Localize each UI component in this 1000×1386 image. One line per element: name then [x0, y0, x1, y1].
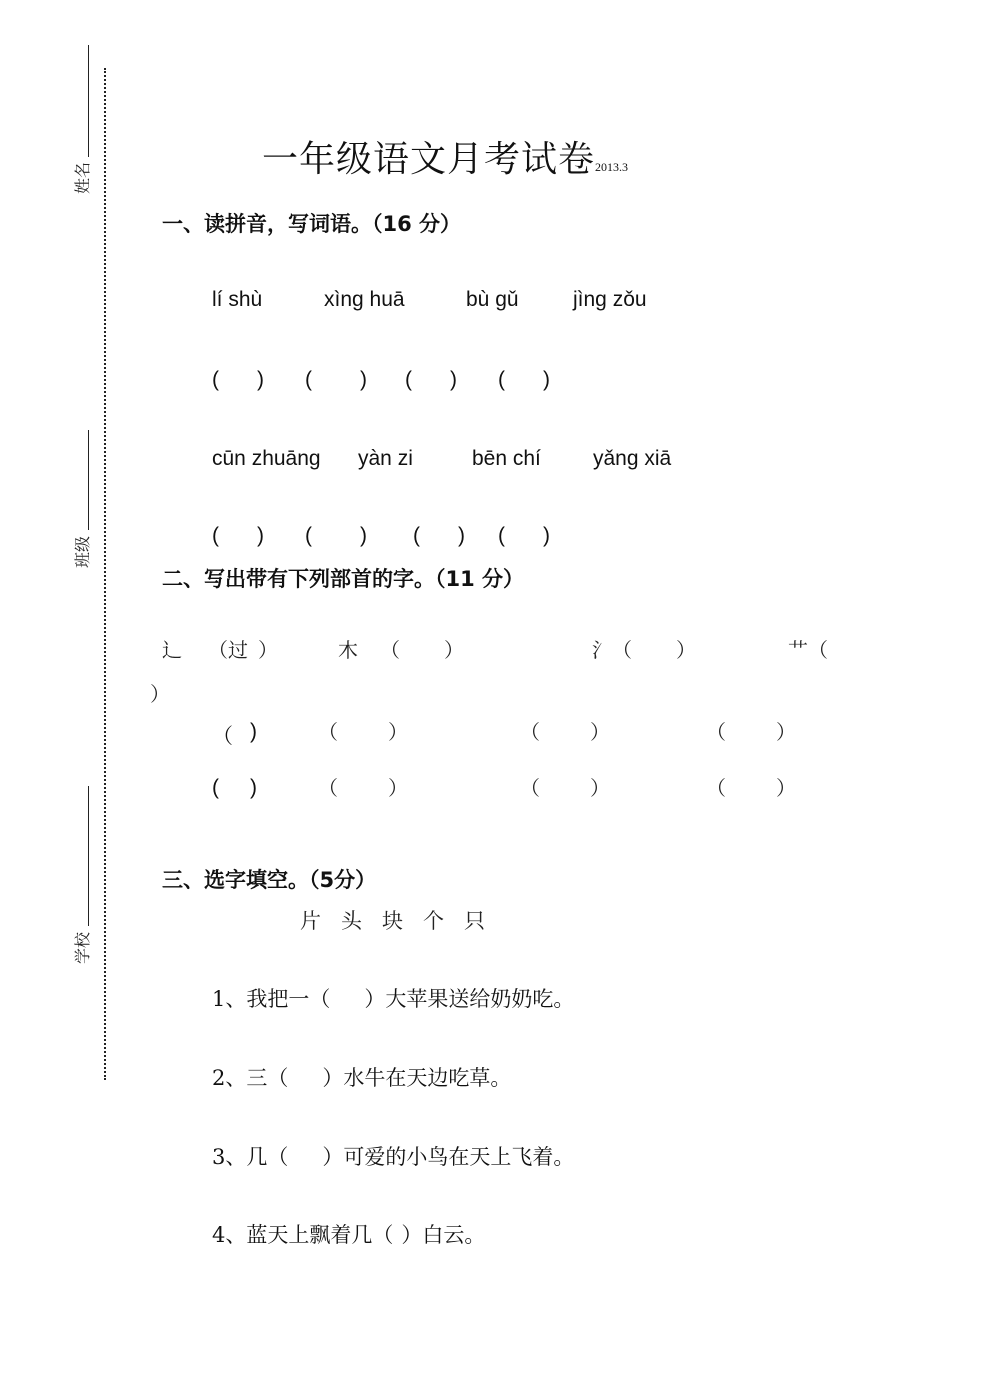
answer-blank[interactable]: ( ) [305, 368, 367, 391]
pinyin-2-2: yàn zi [358, 447, 413, 470]
section1-heading: 一、读拼音，写词语。（16 分） [162, 212, 462, 236]
question-num: 3、 [212, 1145, 247, 1169]
pinyin-2-4: yǎng xiā [593, 447, 672, 470]
pinyin-1-1: lí shù [212, 288, 263, 311]
pinyin-2-1: cūn zhuāng [212, 447, 321, 470]
section3-heading: 三、选字填空。（5分） [162, 868, 377, 892]
radical-item [592, 634, 696, 663]
class-label: 班级 [73, 535, 92, 568]
answer-blank-close: ) [250, 776, 257, 799]
answer-blank[interactable]: ( ) [305, 524, 367, 547]
title-date: 2013.3 [595, 160, 629, 174]
choice: 个 [423, 909, 444, 933]
wrapped-paren: ） [150, 682, 170, 706]
school-line [88, 786, 89, 926]
radical-char: 氵 [592, 638, 612, 662]
title-text: 一年级语文月考试卷 [262, 139, 596, 180]
choice-list [300, 905, 485, 935]
pinyin-1-2: xìng huā [324, 288, 405, 311]
binding-dotted-line [104, 68, 106, 1080]
answer-blank[interactable]: （ ） [380, 638, 464, 662]
pinyin-1-3: bù gǔ [466, 288, 519, 311]
answer-blank[interactable]: ( ) [405, 368, 457, 391]
class-line [88, 430, 89, 530]
answer-blank[interactable]: ( ) [212, 368, 264, 391]
question-num: 2、 [212, 1066, 247, 1090]
answer-blank[interactable]: （ ） [318, 776, 408, 800]
answer-blank[interactable]: ( ) [212, 524, 264, 547]
radical-item [338, 634, 464, 663]
question-4: 4、蓝天上飘着几（ ）白云。 [212, 1223, 486, 1247]
question-3: 3、几（ ）可爱的小鸟在天上飞着。 [212, 1145, 575, 1169]
radical-item: 艹（ [788, 638, 828, 662]
pinyin-1-4: jìng zǒu [573, 288, 647, 311]
question-num: 4、 [212, 1223, 247, 1247]
answer-blank[interactable]: （ ） [706, 776, 796, 800]
answer-blank[interactable]: ( ) [498, 368, 550, 391]
section2-heading: 二、写出带有下列部首的字。（11 分） [162, 567, 525, 591]
radical-char: 辶 [162, 638, 182, 662]
question-1: 1、我把一（ ）大苹果送给奶奶吃。 [212, 987, 575, 1011]
radical-item: 辶 （过 ） [162, 638, 278, 662]
answer-blank[interactable]: （ ） [706, 720, 796, 744]
answer-blank[interactable]: （ ） [520, 720, 610, 744]
choice: 块 [382, 909, 403, 933]
choice: 只 [464, 909, 485, 933]
radical-char: 木 [338, 638, 358, 662]
name-label: 姓名 [73, 161, 92, 194]
answer-blank[interactable]: （ ） [520, 776, 610, 800]
answer-blank[interactable]: ( ) [413, 524, 465, 547]
pinyin-2-3: bēn chí [472, 447, 541, 470]
answer-blank-close: ) [250, 720, 257, 743]
answer-blank[interactable]: （ [212, 725, 233, 748]
choice: 头 [341, 909, 362, 933]
radical-example: 过 [228, 638, 248, 662]
answer-blank[interactable]: （ ） [318, 720, 408, 744]
choice: 片 [300, 909, 321, 933]
name-line [88, 45, 89, 157]
page-title [262, 131, 628, 182]
school-label: 学校 [73, 931, 92, 964]
question-2: 2、三（ ）水牛在天边吃草。 [212, 1066, 512, 1090]
answer-blank[interactable]: （ ） [612, 638, 696, 662]
question-num: 1、 [212, 987, 247, 1011]
radical-char: 艹 [788, 638, 808, 662]
answer-blank[interactable]: ( [212, 776, 219, 799]
answer-blank[interactable]: ( ) [498, 524, 550, 547]
